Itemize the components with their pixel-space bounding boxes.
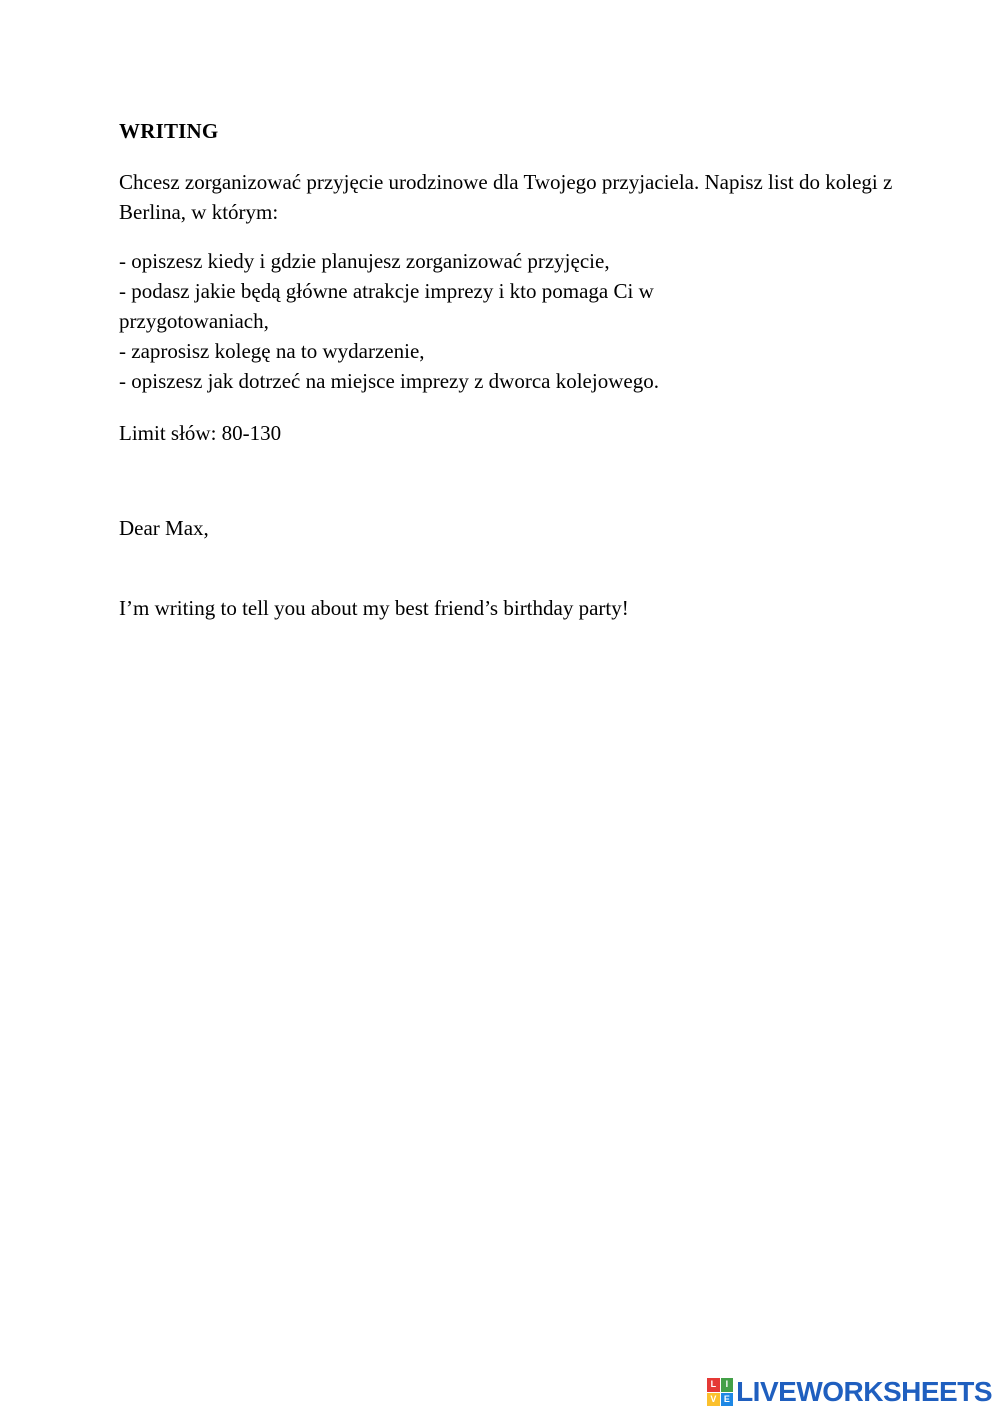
logo-badge-letter: V — [707, 1393, 720, 1407]
task-instructions: Chcesz zorganizować przyjęcie urodzinowe dla Twojego przyjaciela. Napisz list do kolegi z Berlina, w którym: — [119, 170, 893, 224]
section-heading: WRITING — [119, 119, 219, 143]
logo-badge-icon — [707, 1378, 733, 1406]
task-bullet: - opiszesz kiedy i gdzie planujesz zorganizować przyjęcie, — [119, 249, 610, 273]
logo-wordmark: LIVEWORKSHEETS — [736, 1376, 992, 1407]
logo-badge-letter: L — [707, 1378, 720, 1392]
task-bullet-list — [119, 246, 899, 396]
letter-greeting: Dear Max, — [119, 516, 209, 540]
task-bullet: - podasz jakie będą główne atrakcje imprezy i kto pomaga Ci w — [119, 279, 654, 303]
logo-badge-letter: E — [721, 1393, 734, 1407]
letter-opening-line: I’m writing to tell you about my best friend’s birthday party! — [119, 596, 629, 620]
task-bullet: - opiszesz jak dotrzeć na miejsce imprezy z dworca kolejowego. — [119, 369, 659, 393]
task-bullet: - zaprosisz kolegę na to wydarzenie, — [119, 339, 425, 363]
word-limit: Limit słów: 80-130 — [119, 421, 282, 445]
logo-badge-letter: I — [721, 1378, 734, 1392]
liveworksheets-logo — [707, 1377, 992, 1407]
task-bullet-continuation: przygotowaniach, — [119, 309, 269, 333]
